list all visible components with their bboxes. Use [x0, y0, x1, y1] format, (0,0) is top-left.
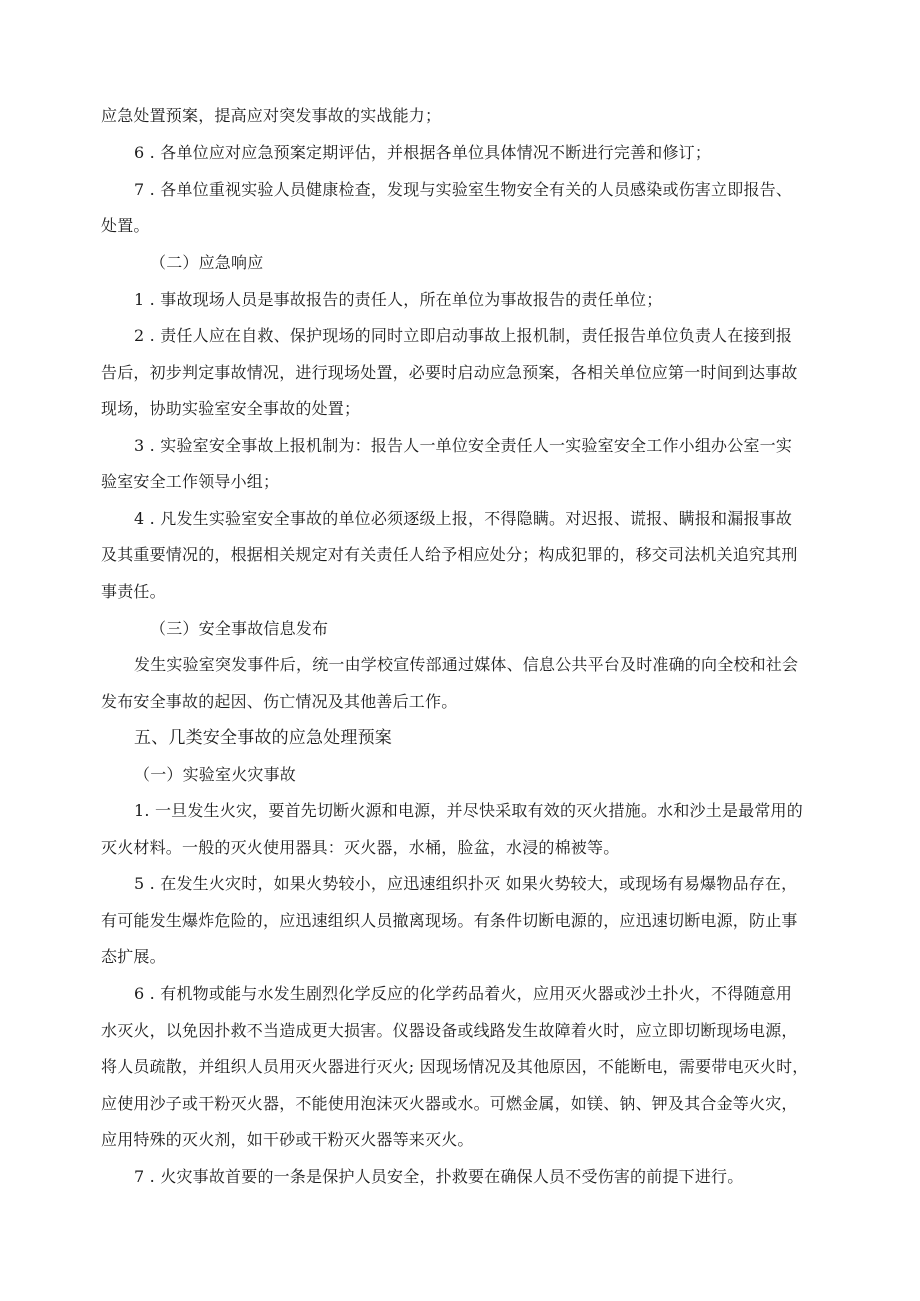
list-item-7: 7 . 各单位重视实验人员健康检查，发现与实验室生物安全有关的人员感染或伤害立即报告、 — [134, 180, 793, 199]
section-heading-response: （二）应急响应 — [150, 253, 264, 272]
list-item-3: 3 . 实验室安全事故上报机制为：报告人一单位安全责任人一实验室安全工作小组办公室一实 — [134, 436, 793, 455]
paragraph-line: 及其重要情况的，根据相关规定对有关责任人给予相应处分；构成犯罪的，移交司法机关追究其刑 — [101, 545, 798, 564]
paragraph-line: 现场，协助实验室安全事故的处置； — [101, 399, 361, 418]
paragraph-line: 发布安全事故的起因、伤亡情况及其他善后工作。 — [101, 692, 458, 711]
list-item-1: 1 . 事故现场人员是事故报告的责任人，所在单位为事故报告的责任单位； — [134, 290, 663, 309]
paragraph-line: 告后，初步判定事故情况，进行现场处置，必要时启动应急预案，各相关单位应第一时间到达事故 — [101, 363, 798, 382]
list-item-1: 1. 一旦发生火灾，要首先切断火源和电源，并尽快采取有效的灭火措施。水和沙土是最常用的 — [134, 801, 803, 820]
list-item-7: 7 . 火灾事故首要的一条是保护人员安全，扑救要在确保人员不受伤害的前提下进行。 — [134, 1167, 744, 1186]
paragraph-line: 验室安全工作领导小组； — [101, 472, 280, 491]
paragraph-line: 将人员疏散，并组织人员用灭火器进行灭火; 因现场情况及其他原因，不能断电，需要带电灭火时， — [101, 1057, 809, 1076]
list-item-6: 6 . 各单位应对应急预案定期评估，并根据各单位具体情况不断进行完善和修订； — [134, 143, 712, 162]
paragraph-line: 灭火材料。一般的灭火使用器具：灭火器，水桶，脸盆，水浸的棉被等。 — [101, 838, 620, 857]
list-item-6: 6 . 有机物或能与水发生剧烈化学反应的化学药品着火，应用灭火器或沙土扑火，不得随意用 — [134, 984, 793, 1003]
list-item-5: 5 . 在发生火灾时，如果火势较小，应迅速组织扑灭 如果火势较大，或现场有易爆物品存在， — [134, 874, 798, 893]
paragraph-line: 态扩展。 — [101, 947, 166, 966]
section-heading-fire: （一）实验室火灾事故 — [134, 765, 297, 784]
paragraph-line: 有可能发生爆炸危险的，应迅速组织人员撤离现场。有条件切断电源的，应迅速切断电源，防止事 — [101, 911, 798, 930]
list-item-2: 2 . 责任人应在自救、保护现场的同时立即启动事故上报机制，责任报告单位负责人在接到报 — [134, 326, 793, 345]
section-heading-five: 五、几类安全事故的应急处理预案 — [134, 728, 392, 748]
list-item-4: 4 . 凡发生实验室安全事故的单位必须逐级上报，不得隐瞒。对迟报、谎报、瞒报和漏报事故 — [134, 509, 793, 528]
section-heading-release: （三）安全事故信息发布 — [150, 619, 329, 638]
paragraph-line: 应使用沙子或干粉灭火器，不能使用泡沫灭火器或水。可燃金属，如镁、钠、钾及其合金等火灾， — [101, 1094, 798, 1113]
paragraph-line: 发生实验室突发事件后，统一由学校宣传部通过媒体、信息公共平台及时准确的向全校和社会 — [134, 655, 799, 674]
paragraph-line: 应用特殊的灭火剂，如干砂或干粉灭火器等来灭火。 — [101, 1130, 474, 1149]
paragraph-line: 事责任。 — [101, 582, 166, 601]
paragraph-line: 应急处置预案，提高应对突发事故的实战能力； — [101, 106, 442, 125]
paragraph-line: 处置。 — [101, 216, 150, 235]
paragraph-line: 水灭火，以免因扑救不当造成更大损害。仪器设备或线路发生故障着火时，应立即切断现场电源， — [101, 1021, 798, 1040]
